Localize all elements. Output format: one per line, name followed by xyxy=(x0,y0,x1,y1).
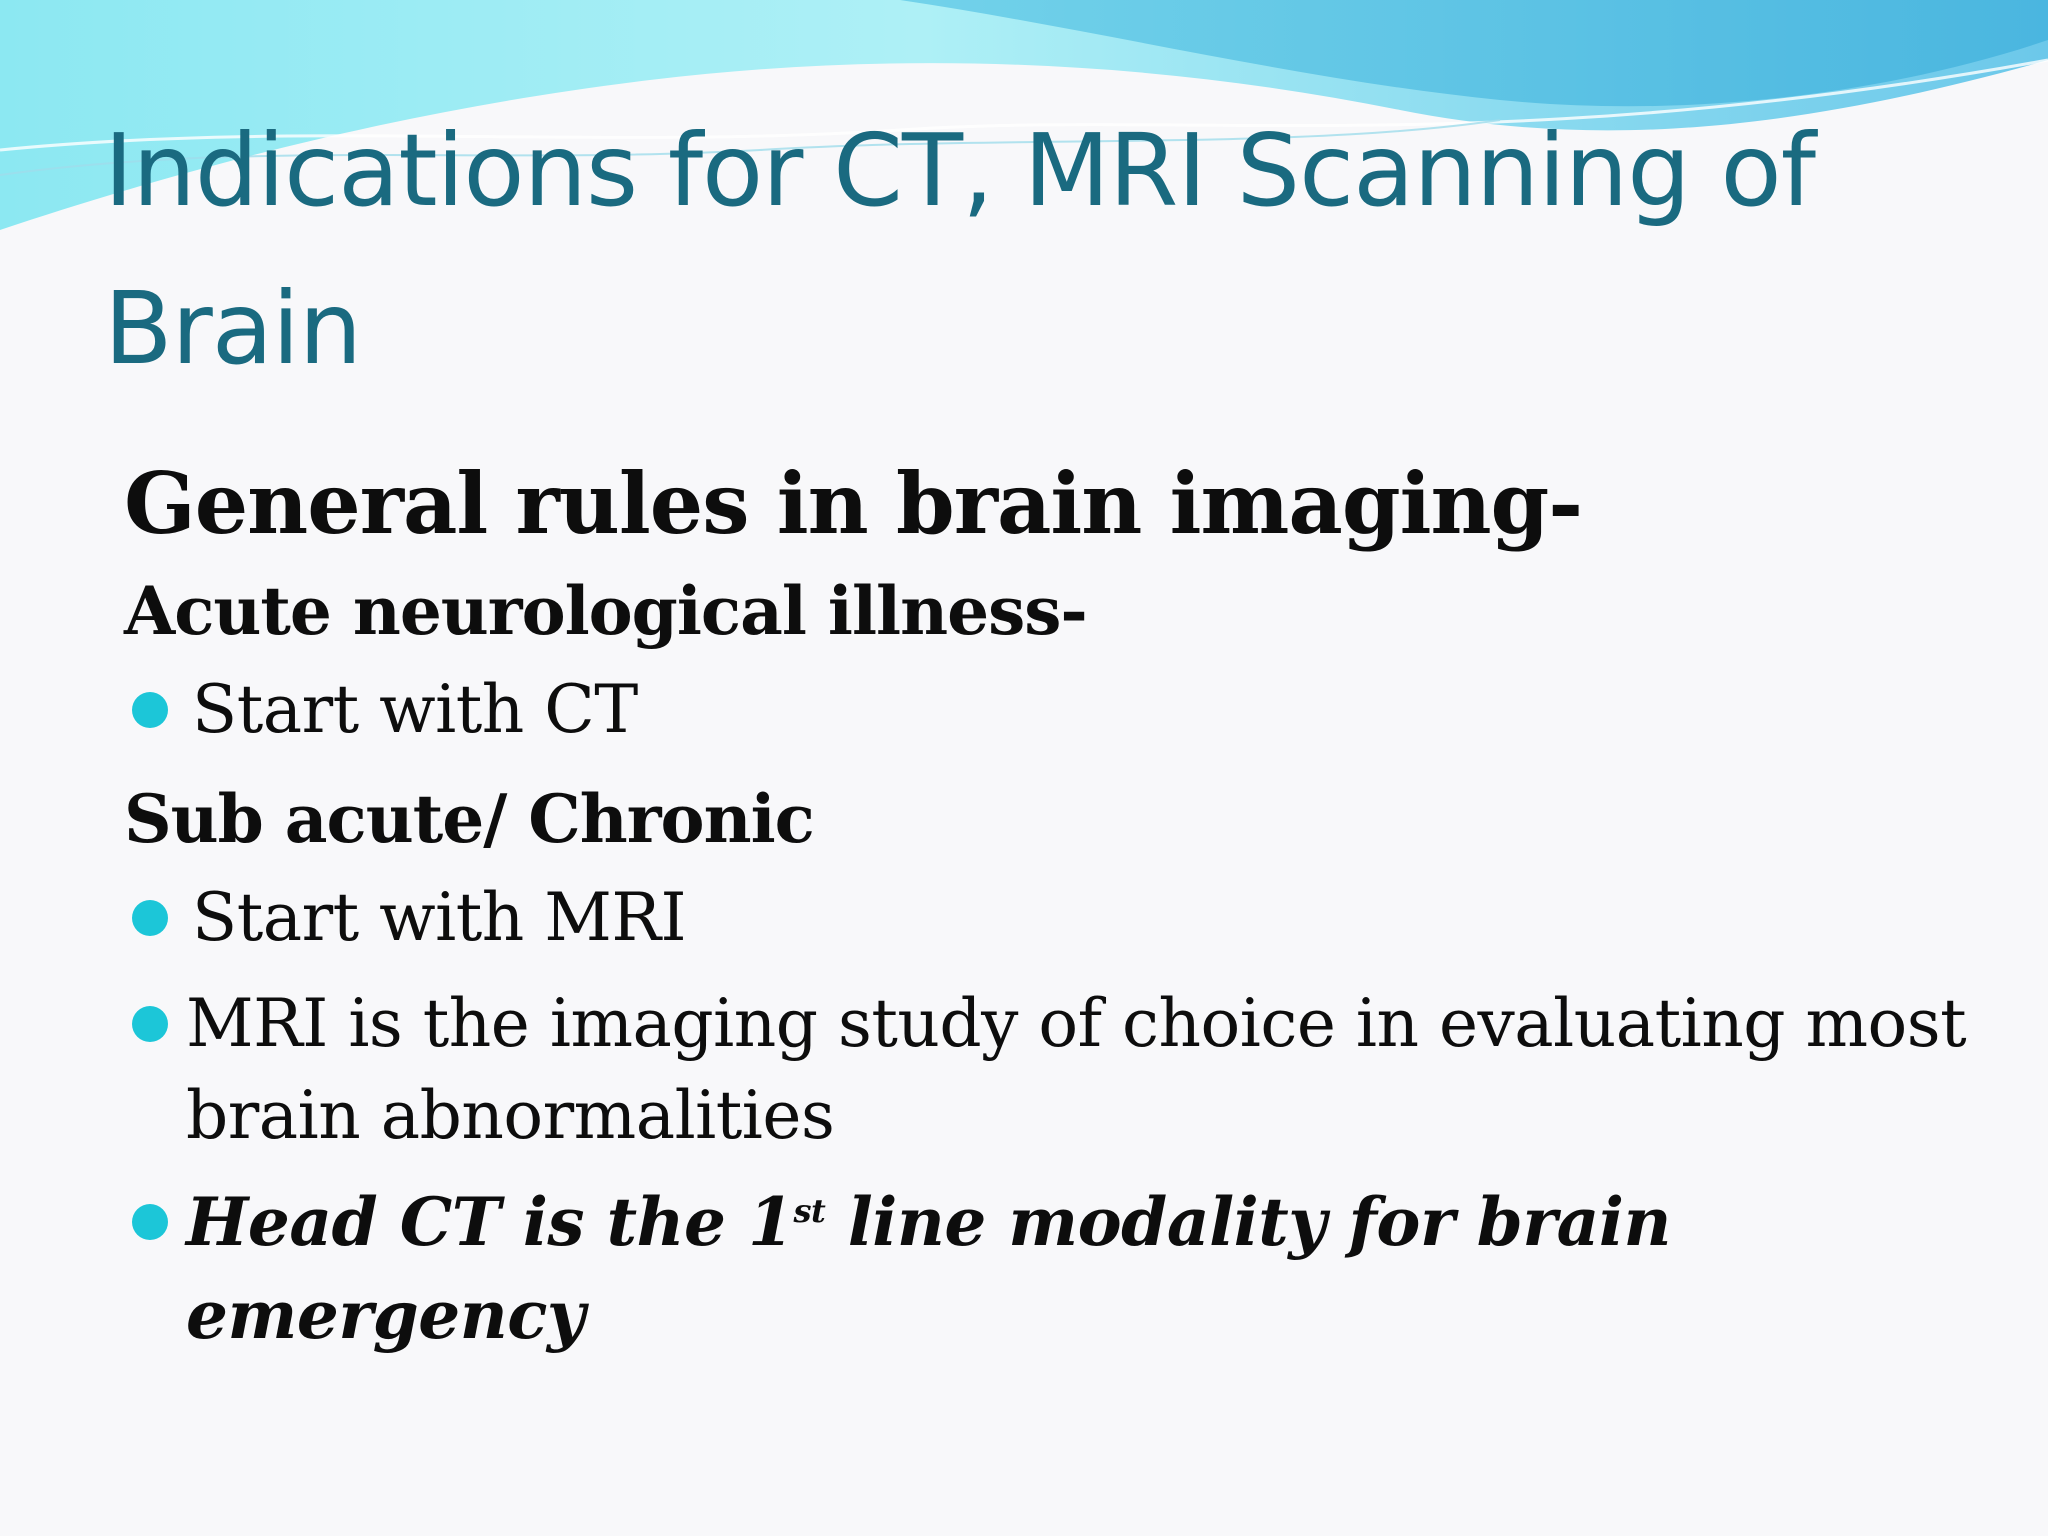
bullet-text: MRI is the imaging study of choice in evaluating most brain abnormalities xyxy=(186,985,1967,1154)
slide-title: Indications for CT, MRI Scanning of Brain xyxy=(104,112,1815,387)
chronic-section-heading: Sub acute/ Chronic xyxy=(124,780,814,858)
bullet-text: Start with CT xyxy=(192,671,638,748)
bullet-text-part1: Head CT is the 1 xyxy=(186,1183,794,1261)
acute-section-heading: Acute neurological illness- xyxy=(124,572,1087,650)
bullet-start-with-mri xyxy=(124,872,2004,964)
bullet-dot-icon xyxy=(132,900,168,936)
bullet-text: Start with MRI xyxy=(192,879,687,956)
bullet-text-part2: line modality for brain emergency xyxy=(186,1183,1671,1354)
bullet-dot-icon xyxy=(132,692,168,728)
bullet-dot-icon xyxy=(132,1204,168,1240)
general-rules-heading: General rules in brain imaging- xyxy=(124,454,1583,553)
bullet-head-ct-emergency xyxy=(124,1176,2004,1362)
bullet-text xyxy=(186,1183,1671,1354)
bullet-mri-study-of-choice xyxy=(124,978,2004,1162)
bullet-dot-icon xyxy=(132,1006,168,1042)
slide-content xyxy=(124,448,2004,1376)
ordinal-superscript: st xyxy=(793,1192,826,1230)
bullet-start-with-ct xyxy=(124,664,2004,756)
